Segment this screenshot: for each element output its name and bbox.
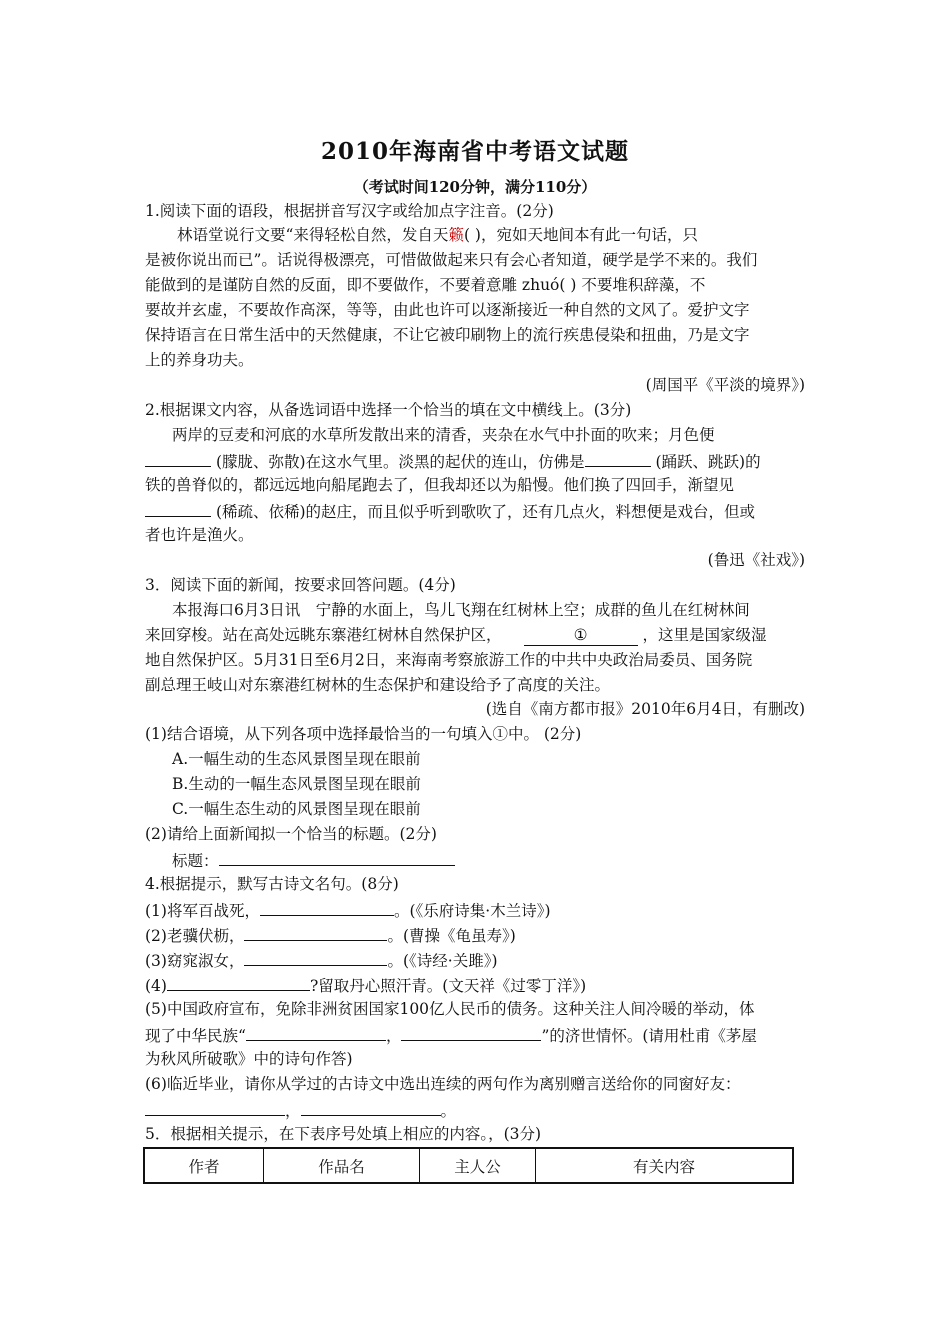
answer-blank[interactable] <box>145 500 211 517</box>
answer-blank[interactable] <box>585 450 651 467</box>
q3-sub2: (2)请给上面新闻拟一个恰当的标题。(2分) <box>145 825 437 843</box>
q3-line: 来回穿梭。站在高处远眺东寨港红树林自然保护区， ① ，这里是国家级湿 <box>145 626 767 644</box>
q2-line: (朦胧、弥散)在这水气里。淡黑的起伏的连山，仿佛是 (踊跃、跳跃)的 <box>145 450 761 472</box>
table-header-cell: 作者 <box>144 1148 264 1183</box>
answer-blank[interactable] <box>145 450 211 467</box>
q1-source: (周国平《平淡的境界》) <box>645 376 805 394</box>
q2-line: 者也许是渔火。 <box>145 526 254 544</box>
headline-blank[interactable] <box>219 849 455 866</box>
q1-line: 保持语言在日常生活中的天然健康，不让它被印刷物上的流行疾患侵染和扭曲，乃是文字 <box>145 326 750 344</box>
table-header-cell: 主人公 <box>420 1148 536 1183</box>
q1-line: 是被你说出而已”。话说得极漂亮，可惜做做起来只有会心者知道，硬学是学不来的。我们 <box>145 251 758 269</box>
fill-blank-1[interactable]: ① <box>524 625 638 646</box>
answer-blank[interactable] <box>244 949 387 966</box>
q5-prompt: 5．根据相关提示，在下表序号处填上相应的内容。，(3分) <box>145 1125 542 1143</box>
page-title: 2010年海南省中考语文试题 <box>320 138 629 165</box>
q3-prompt: 3．阅读下面的新闻，按要求回答问题。(4分) <box>145 576 456 594</box>
q1-highlight-char: 籁 <box>448 226 464 244</box>
option-a[interactable]: A.一幅生动的生态风景图呈现在眼前 <box>172 750 421 768</box>
table-header-cell: 作品名 <box>264 1148 420 1183</box>
answer-blank[interactable] <box>401 1024 541 1041</box>
answer-blank[interactable] <box>167 974 310 991</box>
exam-info: （考试时间120分钟，满分110分） <box>353 178 597 196</box>
q2-line: 铁的兽脊似的，都远远地向船尾跑去了，但我却还以为船慢。他们换了四回手，渐望见 <box>145 476 735 494</box>
q2-line: 两岸的豆麦和河底的水草所发散出来的清香，夹杂在水气中扑面的吹来；月色便 <box>172 426 715 444</box>
q3-line: 本报海口6月3日讯 宁静的水面上，鸟儿飞翔在红树林上空；成群的鱼儿在红树林间 <box>172 601 750 619</box>
answer-blank[interactable] <box>246 1024 386 1041</box>
q3-source: (选自《南方都市报》2010年6月4日，有删改) <box>485 700 805 718</box>
headline-line: 标题： <box>172 849 455 871</box>
option-c[interactable]: C.一幅生态生动的风景图呈现在眼前 <box>172 800 421 818</box>
answer-blank[interactable] <box>145 1099 285 1116</box>
q1-prompt: 1.阅读下面的语段，根据拼音写汉字或给加点字注音。(2分) <box>145 202 554 220</box>
info-table <box>143 1147 794 1184</box>
q2-prompt: 2.根据课文内容，从备选词语中选择一个恰当的填在文中横线上。(3分) <box>145 401 632 419</box>
q1-line: 上的养身功夫。 <box>145 351 254 369</box>
q3-line: 地自然保护区。5月31日至6月2日，来海南考察旅游工作的中共中央政治局委员、国务院 <box>145 651 753 669</box>
table-header-cell: 有关内容 <box>536 1148 794 1183</box>
q4-item: (4) ?留取丹心照汗青。(文天祥《过零丁洋》) <box>145 974 586 996</box>
q1-line: 能做到的是谨防自然的反面，即不要做作，不要着意雕 zhuó( ) 不要堆积辞藻，不 <box>145 276 706 294</box>
q4-item: (3)窈窕淑女， 。(《诗经·关雎》) <box>145 949 498 971</box>
answer-blank[interactable] <box>244 924 387 941</box>
q4-item: 为秋风所破歌》中的诗句作答) <box>145 1050 353 1068</box>
q4-item: (6)临近毕业，请你从学过的古诗文中选出连续的两句作为离别赠言送给你的同窗好友： <box>145 1075 741 1093</box>
table-header-row <box>144 1148 793 1183</box>
q4-item: (2)老骥伏枥， 。(曹操《龟虽寿》) <box>145 924 516 946</box>
option-b[interactable]: B.生动的一幅生态风景图呈现在眼前 <box>172 775 421 793</box>
q3-line: 副总理王岐山对东寨港红树林的生态保护和建设给予了高度的关注。 <box>145 676 611 694</box>
q4-prompt: 4.根据提示，默写古诗文名句。(8分) <box>145 875 399 893</box>
q4-item: ， 。 <box>145 1099 456 1121</box>
q4-item: (1)将军百战死， 。(《乐府诗集·木兰诗》) <box>145 899 551 921</box>
q2-source: (鲁迅《社戏》) <box>707 551 805 569</box>
q3-sub1: (1)结合语境，从下列各项中选择最恰当的一句填入①中。 (2分) <box>145 725 582 743</box>
q4-item: 现了中华民族“ ， ”的济世情怀。(请用杜甫《茅屋 <box>145 1024 757 1046</box>
q2-line: (稀疏、依稀)的赵庄，而且似乎听到歌吹了，还有几点火，料想便是戏台，但或 <box>145 500 755 522</box>
q1-line: 林语堂说行文要“来得轻松自然，发自天籁( )，宛如天地间本有此一句话，只 <box>177 226 698 244</box>
answer-blank[interactable] <box>260 899 394 916</box>
answer-blank[interactable] <box>301 1099 441 1116</box>
q4-item: (5)中国政府宣布，免除非洲贫困国家100亿人民币的债务。这种关注人间冷暖的举动，体 <box>145 1000 755 1018</box>
q1-line: 要故并玄虚，不要故作高深，等等，由此也许可以逐渐接近一种自然的文风了。爱护文字 <box>145 301 750 319</box>
